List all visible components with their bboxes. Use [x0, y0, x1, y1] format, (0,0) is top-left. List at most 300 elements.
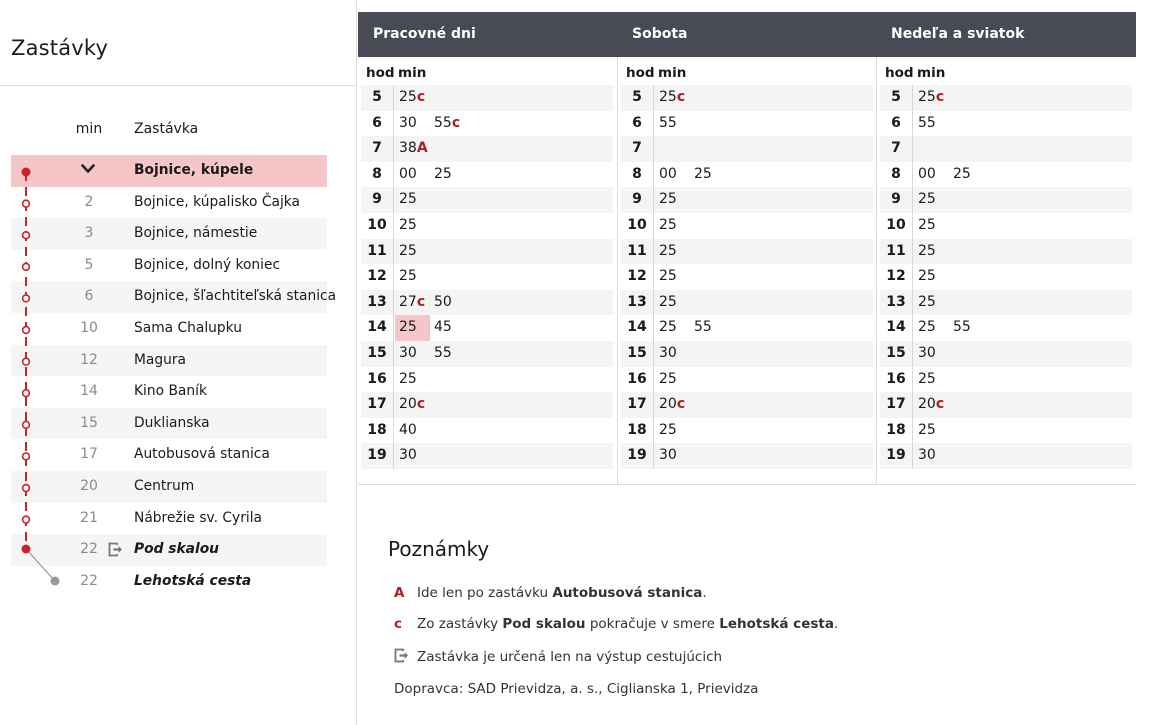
minutes-cell [655, 239, 690, 265]
stop-row[interactable] [11, 471, 327, 503]
timetable-row [880, 85, 1132, 111]
stop-minutes: 2 [84, 193, 94, 210]
departure-minute[interactable] [430, 341, 465, 367]
timetable-row [621, 367, 873, 393]
stop-name: Sama Chalupku [134, 319, 242, 336]
minutes-cell [655, 315, 725, 341]
departure-minute[interactable] [395, 443, 430, 469]
departure-minute[interactable] [655, 111, 690, 137]
minutes-cell [655, 85, 690, 111]
hour-cell: 7 [621, 136, 654, 162]
timetable-row [361, 136, 613, 162]
minute-value: 55 [918, 114, 936, 131]
stop-minutes: 17 [80, 446, 98, 463]
minutes-cell [395, 239, 430, 265]
stop-row[interactable] [11, 281, 337, 313]
minutes-cell [655, 367, 690, 393]
minute-value: 25 [399, 319, 417, 336]
departure-minute[interactable] [395, 290, 430, 316]
note-text: Ide len po zastávku [417, 585, 553, 601]
exit-icon [394, 648, 417, 667]
note-text: . [702, 585, 707, 601]
hour-cell: 18 [621, 418, 654, 444]
divider [358, 484, 1136, 485]
timetable-row [880, 418, 1132, 444]
timetable-rows [361, 85, 613, 469]
timetable-header [358, 12, 1136, 57]
departure-minute[interactable] [395, 111, 430, 137]
minutes-cell [655, 162, 725, 188]
minute-value: 30 [918, 447, 936, 464]
timetable-row [621, 85, 873, 111]
minute-value: 55 [434, 344, 452, 361]
stop-minutes: 5 [84, 256, 94, 273]
departure-minute[interactable] [655, 341, 690, 367]
stop-minutes: 3 [84, 225, 94, 242]
stop-name: Bojnice, kúpalisko Čajka [134, 193, 300, 210]
column-header-min: min [75, 121, 103, 137]
hour-cell: 9 [361, 187, 394, 213]
departure-minute[interactable] [395, 341, 430, 367]
minute-value: 25 [399, 216, 417, 233]
hour-cell: 11 [361, 239, 394, 265]
minute-value: 25 [659, 421, 677, 438]
departure-minute[interactable] [914, 85, 949, 111]
timetable-row [880, 162, 1132, 188]
departure-minute[interactable] [655, 85, 690, 111]
hour-cell: 12 [880, 264, 913, 290]
timetable-row [880, 443, 1132, 469]
departure-minute[interactable] [914, 187, 949, 213]
chevron-down-icon[interactable] [81, 164, 95, 174]
timetable-row [880, 264, 1132, 290]
minute-value: 25 [918, 191, 936, 208]
timetable-row [361, 290, 613, 316]
minute-value: 30 [918, 344, 936, 361]
minute-value: 27 [399, 293, 417, 310]
departure-minute[interactable] [655, 392, 690, 418]
stop-name: Bojnice, šľachtiteľská stanica [134, 288, 337, 305]
timetable-row [361, 443, 613, 469]
timetable-row [621, 315, 873, 341]
minutes-cell [395, 162, 465, 188]
minute-value: 25 [918, 89, 936, 105]
stop-name: Duklianska [134, 414, 210, 431]
minute-header: min [658, 65, 687, 81]
stop-minutes: 14 [80, 383, 98, 400]
hour-cell: 13 [621, 290, 654, 316]
minutes-cell [395, 418, 430, 444]
departure-minute[interactable] [655, 290, 690, 316]
hour-cell: 10 [361, 213, 394, 239]
minutes-cell [914, 85, 949, 111]
departure-minute[interactable] [655, 367, 690, 393]
minute-value: 50 [434, 293, 452, 310]
minute-value: 20 [659, 396, 677, 413]
minute-header: min [917, 65, 946, 81]
minute-value: 55 [659, 114, 677, 131]
stop-row[interactable] [11, 218, 327, 250]
timetable-row [361, 418, 613, 444]
timetable-row [621, 239, 873, 265]
departure-minute[interactable] [395, 136, 430, 162]
departure-minute[interactable] [655, 213, 690, 239]
minute-value: 55 [953, 319, 971, 336]
departure-minute[interactable] [430, 162, 465, 188]
timetable-row [621, 187, 873, 213]
minutes-cell [914, 187, 949, 213]
hour-cell: 15 [361, 341, 394, 367]
minutes-cell [914, 111, 949, 137]
timetable-row [621, 136, 873, 162]
departure-minute[interactable] [655, 418, 690, 444]
stops-list [11, 155, 337, 597]
stop-minutes: 22 [80, 541, 98, 558]
timetable-row [621, 418, 873, 444]
minute-value: 30 [659, 344, 677, 361]
minutes-cell [914, 264, 949, 290]
minutes-cell [395, 213, 430, 239]
minute-value: 25 [659, 191, 677, 208]
stop-row[interactable] [11, 187, 327, 219]
note-text: . [833, 616, 839, 632]
note-flag: c [676, 89, 686, 105]
departure-minute[interactable] [395, 213, 430, 239]
hour-header: hod [626, 65, 655, 81]
departure-minute[interactable] [395, 418, 430, 444]
minute-value: 25 [953, 165, 971, 182]
hour-cell: 9 [621, 187, 654, 213]
minutes-cell [395, 264, 430, 290]
stop-row[interactable] [11, 313, 327, 345]
hour-cell: 14 [621, 315, 654, 341]
stop-minutes: 22 [80, 572, 98, 589]
minute-value: 25 [918, 421, 936, 438]
minute-value: 30 [399, 344, 417, 361]
hour-cell: 8 [361, 162, 394, 188]
stop-minutes: 12 [80, 351, 98, 368]
departure-minute[interactable] [395, 264, 430, 290]
stop-name: Autobusová stanica [134, 446, 270, 463]
stop-row[interactable] [11, 408, 327, 440]
note-exit [394, 648, 722, 667]
minutes-cell [395, 443, 430, 469]
note-flag: c [451, 114, 461, 131]
column-title-weekdays: Pracovné dni [373, 26, 476, 42]
timetable-row [880, 392, 1132, 418]
minutes-cell [395, 111, 465, 137]
stop-minutes: 20 [80, 477, 98, 494]
minute-value: 25 [399, 370, 417, 387]
minute-value: 25 [399, 89, 417, 105]
stops-panel [0, 0, 357, 725]
departure-minute[interactable] [914, 162, 949, 188]
minute-value: 25 [694, 165, 712, 182]
minute-value: 25 [399, 191, 417, 208]
stop-row[interactable] [11, 376, 327, 408]
minute-value: 25 [659, 293, 677, 310]
departure-minute[interactable] [914, 213, 949, 239]
note-flag: c [676, 396, 686, 413]
minute-value: 25 [659, 370, 677, 387]
stop-row[interactable] [11, 503, 327, 535]
note-a [394, 585, 707, 601]
departure-minute[interactable] [690, 315, 725, 341]
stop-minutes: 10 [80, 319, 98, 336]
timetable-row [621, 341, 873, 367]
stop-minutes: 6 [84, 288, 94, 305]
minute-value: 25 [659, 242, 677, 259]
minutes-cell [655, 443, 690, 469]
minute-value: 55 [694, 319, 712, 336]
hour-cell: 19 [880, 443, 913, 469]
departure-minute[interactable] [914, 392, 949, 418]
hour-cell: 19 [621, 443, 654, 469]
hour-cell: 12 [361, 264, 394, 290]
hour-header: hod [885, 65, 914, 81]
minutes-cell [914, 367, 949, 393]
timetable-row [361, 341, 613, 367]
minutes-cell [914, 239, 949, 265]
timetable-row [361, 264, 613, 290]
minutes-cell [914, 213, 949, 239]
note-c [394, 616, 838, 632]
timetable-row [361, 111, 613, 137]
notes-title: Poznámky [388, 537, 490, 561]
departure-minute[interactable] [430, 290, 465, 316]
note-stop: Lehotská cesta [719, 616, 834, 632]
departure-minute[interactable] [395, 85, 430, 111]
timetable-row [621, 290, 873, 316]
minutes-cell [395, 136, 430, 162]
note-stop: Autobusová stanica [552, 585, 703, 601]
stop-name: Bojnice, námestie [134, 225, 258, 242]
timetable-row [361, 315, 613, 341]
departure-minute[interactable] [914, 290, 949, 316]
minute-value: 25 [659, 89, 677, 105]
hour-cell: 6 [880, 111, 913, 137]
departure-minute[interactable] [395, 187, 430, 213]
hour-cell: 10 [880, 213, 913, 239]
hour-cell: 11 [621, 239, 654, 265]
note-flag: c [416, 293, 426, 310]
timetable-rows [621, 85, 873, 469]
minutes-cell [395, 315, 465, 341]
minute-value: 40 [399, 421, 417, 438]
timetable-row [880, 136, 1132, 162]
stop-row[interactable] [11, 439, 327, 471]
hour-cell: 13 [880, 290, 913, 316]
timetable-row [880, 213, 1132, 239]
minutes-cell [914, 392, 949, 418]
departure-minute[interactable] [395, 367, 430, 393]
column-title-saturday: Sobota [632, 26, 688, 42]
minute-value: 25 [659, 319, 677, 336]
note-flag: c [416, 89, 426, 105]
minute-value: 25 [399, 268, 417, 285]
note-flag: c [416, 396, 426, 413]
departure-minute[interactable] [949, 315, 984, 341]
departure-minute[interactable] [914, 111, 949, 137]
column-header-stop: Zastávka [134, 121, 199, 137]
minutes-cell [914, 162, 984, 188]
minute-value: 00 [918, 165, 936, 182]
hour-cell: 15 [880, 341, 913, 367]
minutes-cell [655, 290, 690, 316]
minute-value: 20 [918, 396, 936, 413]
minute-value: 25 [434, 165, 452, 182]
departure-minute[interactable] [395, 392, 430, 418]
stop-row-continuation[interactable] [11, 566, 327, 598]
minute-value: 45 [434, 319, 452, 336]
hour-cell: 19 [361, 443, 394, 469]
hour-cell: 8 [880, 162, 913, 188]
hour-cell: 8 [621, 162, 654, 188]
departure-minute[interactable] [914, 264, 949, 290]
timetable-row [621, 213, 873, 239]
stops-title: Zastávky [11, 36, 109, 60]
departure-minute[interactable] [914, 367, 949, 393]
hour-cell: 13 [361, 290, 394, 316]
stop-name: Nábrežie sv. Cyrila [134, 509, 262, 526]
hour-cell: 6 [361, 111, 394, 137]
timetable-column-weekdays [358, 57, 617, 485]
minute-value: 25 [918, 370, 936, 387]
minute-value: 25 [918, 319, 936, 336]
stop-name: Bojnice, kúpele [134, 162, 254, 178]
timetable-row [361, 162, 613, 188]
departure-minute[interactable] [395, 162, 430, 188]
hour-cell: 5 [880, 85, 913, 111]
hour-cell: 17 [880, 392, 913, 418]
minute-value: 30 [399, 114, 417, 131]
minutes-cell [655, 392, 690, 418]
divider [0, 85, 357, 86]
hour-cell: 16 [361, 367, 394, 393]
minutes-cell [655, 111, 690, 137]
stop-name: Centrum [134, 477, 195, 494]
hour-cell: 6 [621, 111, 654, 137]
note-key: A [394, 585, 405, 601]
stop-row[interactable] [11, 250, 327, 282]
hour-cell: 11 [880, 239, 913, 265]
minutes-cell [395, 290, 465, 316]
timetable-row [621, 443, 873, 469]
hour-cell: 7 [880, 136, 913, 162]
minutes-cell [914, 443, 949, 469]
hour-cell: 18 [880, 418, 913, 444]
timetable-row [880, 341, 1132, 367]
timetable-row [621, 392, 873, 418]
departure-minute[interactable] [655, 239, 690, 265]
hour-cell: 10 [621, 213, 654, 239]
departure-minute[interactable] [395, 239, 430, 265]
departure-minute[interactable] [395, 315, 430, 341]
minute-value: 00 [399, 165, 417, 182]
stop-name: Kino Baník [134, 383, 207, 400]
departure-minute[interactable] [914, 443, 949, 469]
minutes-cell [655, 213, 690, 239]
minutes-cell [395, 341, 465, 367]
column-title-sunday: Nedeľa a sviatok [891, 26, 1025, 42]
hour-cell: 14 [361, 315, 394, 341]
timetable-row [880, 367, 1132, 393]
carrier-info: Dopravca: SAD Prievidza, a. s., Ciglianska 1, Prievidza [394, 681, 759, 697]
timetable-row [880, 187, 1132, 213]
departure-minute[interactable] [430, 315, 465, 341]
timetable-row [361, 367, 613, 393]
minute-header: min [398, 65, 427, 81]
stop-minutes: 21 [80, 509, 98, 526]
departure-minute[interactable] [655, 315, 690, 341]
timetable-column-sunday [876, 57, 1136, 485]
timetable-row [361, 187, 613, 213]
note-stop: Pod skalou [502, 616, 586, 632]
departure-minute[interactable] [655, 162, 690, 188]
departure-minute[interactable] [914, 315, 949, 341]
departure-minute[interactable] [430, 111, 465, 137]
timetable-row [880, 315, 1132, 341]
minute-value: 38 [399, 140, 417, 157]
note-text: pokračuje v smere [585, 616, 720, 632]
hour-header: hod [366, 65, 395, 81]
minutes-cell [914, 341, 949, 367]
timetable-row [361, 213, 613, 239]
minutes-cell [914, 290, 949, 316]
note-key: c [394, 616, 403, 632]
minute-value: 25 [659, 268, 677, 285]
minute-value: 00 [659, 165, 677, 182]
departure-minute[interactable] [690, 162, 725, 188]
departure-minute[interactable] [914, 418, 949, 444]
departure-minute[interactable] [655, 187, 690, 213]
departure-minute[interactable] [655, 264, 690, 290]
minute-value: 25 [399, 242, 417, 259]
stop-name: Pod skalou [134, 541, 219, 558]
departure-minute[interactable] [914, 341, 949, 367]
minutes-cell [914, 418, 949, 444]
timetable-row [621, 264, 873, 290]
minute-value: 25 [659, 216, 677, 233]
timetable-row [880, 111, 1132, 137]
hour-cell: 5 [621, 85, 654, 111]
timetable-row [880, 290, 1132, 316]
departure-minute[interactable] [914, 239, 949, 265]
note-text: Zo zastávky [417, 616, 503, 632]
departure-minute[interactable] [949, 162, 984, 188]
stop-row[interactable] [11, 345, 327, 377]
hour-cell: 17 [361, 392, 394, 418]
minute-value: 30 [659, 447, 677, 464]
minute-value: 25 [918, 293, 936, 310]
minutes-cell [655, 187, 690, 213]
hour-cell: 5 [361, 85, 394, 111]
stop-row-current[interactable] [11, 155, 327, 187]
stop-row-exit-only[interactable] [11, 534, 327, 566]
minutes-cell [655, 264, 690, 290]
timetable-column-saturday [617, 57, 877, 485]
note-flag: c [935, 89, 945, 105]
note-flag: A [416, 140, 428, 157]
timetable-rows [880, 85, 1132, 469]
minute-value: 25 [918, 216, 936, 233]
timetable-row [621, 111, 873, 137]
departure-minute[interactable] [655, 443, 690, 469]
stop-name: Magura [134, 351, 186, 368]
minute-value: 25 [918, 268, 936, 285]
hour-cell: 15 [621, 341, 654, 367]
timetable-row [361, 239, 613, 265]
